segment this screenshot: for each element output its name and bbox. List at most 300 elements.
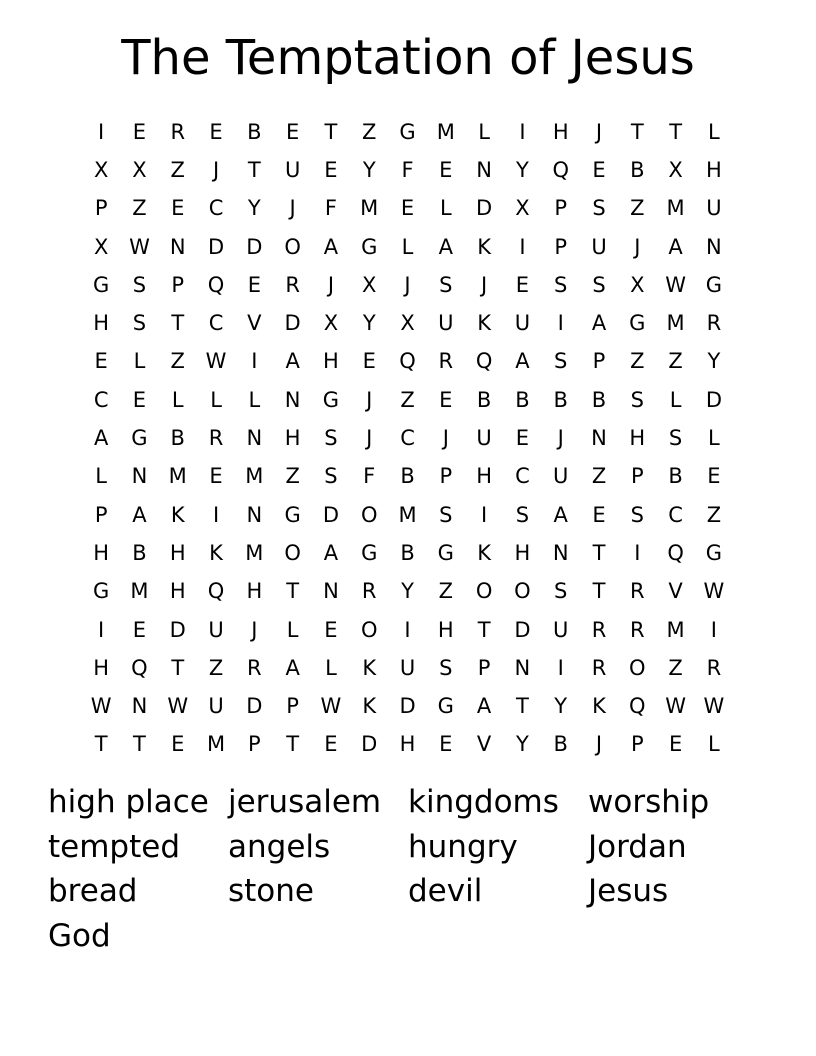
grid-letter: A bbox=[93, 426, 109, 451]
grid-letter: E bbox=[209, 464, 223, 489]
grid-letter: M bbox=[168, 464, 187, 489]
grid-letter: H bbox=[437, 617, 454, 642]
grid-letter: I bbox=[557, 311, 564, 336]
grid-letter: H bbox=[93, 655, 110, 680]
grid-letter: P bbox=[94, 502, 108, 527]
grid-letter: T bbox=[171, 655, 185, 680]
grid-letter: R bbox=[591, 617, 607, 642]
word-list-item: kingdoms bbox=[408, 784, 559, 820]
grid-letter: Z bbox=[591, 464, 607, 489]
grid-letter: U bbox=[208, 617, 224, 642]
grid-letter: P bbox=[94, 196, 108, 221]
grid-letter: J bbox=[366, 426, 373, 451]
grid-letter: A bbox=[591, 311, 607, 336]
grid-letter: V bbox=[668, 579, 683, 604]
grid-letter: S bbox=[439, 655, 453, 680]
grid-letter: D bbox=[284, 311, 301, 336]
grid-letter: T bbox=[516, 694, 529, 719]
grid-letter: Q bbox=[207, 579, 225, 604]
word-list-item: hungry bbox=[408, 828, 518, 865]
grid-letter: L bbox=[708, 732, 720, 757]
grid-letter: S bbox=[554, 272, 568, 297]
grid-letter: Z bbox=[208, 655, 224, 680]
grid-letter: T bbox=[669, 119, 683, 144]
grid-letter: B bbox=[132, 540, 147, 565]
grid-letter: N bbox=[591, 426, 607, 451]
grid-letter: E bbox=[515, 272, 530, 297]
grid-letter: C bbox=[93, 387, 109, 412]
grid-letter: U bbox=[438, 311, 454, 336]
puzzle-title: The Temptation of Jesus bbox=[121, 30, 695, 86]
grid-letter: E bbox=[132, 387, 147, 412]
grid-letter: E bbox=[171, 196, 185, 221]
grid-letter: H bbox=[323, 349, 339, 374]
grid-letter: K bbox=[170, 502, 185, 527]
grid-letter: A bbox=[553, 502, 568, 527]
grid-letter: J bbox=[212, 157, 220, 182]
grid-letter: H bbox=[246, 579, 263, 604]
grid-letter: H bbox=[514, 540, 531, 565]
grid-letter: E bbox=[94, 349, 108, 374]
grid-letter: U bbox=[284, 157, 301, 182]
grid-letter: N bbox=[284, 387, 301, 412]
grid-letter: G bbox=[284, 502, 301, 527]
grid-letter: V bbox=[476, 732, 492, 757]
grid-letter: L bbox=[248, 387, 261, 412]
grid-letter: O bbox=[475, 579, 493, 604]
grid-letter: E bbox=[439, 732, 453, 757]
grid-letter: G bbox=[437, 540, 454, 565]
grid-letter: E bbox=[171, 732, 185, 757]
grid-letter: Y bbox=[362, 311, 376, 336]
grid-letter: M bbox=[666, 311, 685, 336]
grid-letter: B bbox=[553, 732, 568, 757]
grid-letter: P bbox=[477, 655, 491, 680]
grid-letter: R bbox=[361, 579, 377, 604]
grid-letter: U bbox=[476, 426, 492, 451]
grid-letter: H bbox=[93, 540, 110, 565]
grid-letter: E bbox=[668, 732, 683, 757]
grid-letter: E bbox=[247, 272, 261, 297]
grid-letter: P bbox=[554, 234, 568, 259]
grid-letter: Z bbox=[285, 464, 300, 489]
grid-letter: S bbox=[630, 387, 644, 412]
grid-letter: T bbox=[286, 579, 300, 604]
grid-letter: U bbox=[553, 617, 569, 642]
grid-letter: S bbox=[324, 464, 338, 489]
grid-letter: B bbox=[591, 387, 607, 412]
grid-letter: Y bbox=[247, 196, 261, 221]
grid-letter: O bbox=[514, 579, 531, 604]
grid-letter: Z bbox=[630, 349, 645, 374]
grid-letter: L bbox=[95, 464, 107, 489]
grid-letter: I bbox=[251, 349, 258, 374]
grid-letter: W bbox=[205, 349, 227, 374]
grid-letter: L bbox=[286, 617, 299, 642]
grid-letter: D bbox=[246, 694, 263, 719]
grid-letter: R bbox=[630, 617, 645, 642]
grid-letter: Z bbox=[668, 349, 683, 374]
grid-letter: E bbox=[592, 157, 606, 182]
grid-letter: S bbox=[592, 196, 606, 221]
grid-letter: B bbox=[630, 157, 645, 182]
grid-letter: J bbox=[595, 732, 603, 757]
grid-letter: J bbox=[442, 426, 449, 451]
grid-letter: K bbox=[362, 655, 377, 680]
grid-letter: O bbox=[284, 234, 301, 259]
word-list-item: stone bbox=[228, 873, 314, 909]
grid-letter: U bbox=[706, 196, 722, 221]
grid-letter: T bbox=[592, 579, 606, 604]
grid-letter: Q bbox=[475, 349, 493, 374]
grid-letter: E bbox=[362, 349, 376, 374]
grid-letter: E bbox=[324, 617, 338, 642]
grid-letter: J bbox=[289, 196, 296, 221]
grid-letter: U bbox=[399, 655, 416, 680]
grid-letter: C bbox=[208, 311, 224, 336]
grid-letter: L bbox=[669, 387, 682, 412]
grid-letter: A bbox=[323, 234, 339, 259]
grid-letter: Q bbox=[667, 540, 684, 565]
grid-letter: S bbox=[439, 502, 453, 527]
grid-letter: C bbox=[515, 464, 530, 489]
grid-letter: M bbox=[666, 617, 685, 642]
grid-letter: M bbox=[398, 502, 417, 527]
grid-letter: U bbox=[591, 234, 607, 259]
grid-letter: R bbox=[170, 119, 186, 144]
grid-letter: I bbox=[519, 119, 526, 144]
grid-letter: I bbox=[98, 617, 105, 642]
grid-letter: Q bbox=[629, 694, 646, 719]
grid-letter: R bbox=[438, 349, 454, 374]
grid-letter: L bbox=[325, 655, 337, 680]
grid-letter: T bbox=[592, 540, 606, 565]
grid-letter: J bbox=[404, 272, 411, 297]
grid-letter: B bbox=[400, 464, 415, 489]
grid-letter: T bbox=[286, 732, 300, 757]
grid-letter: D bbox=[476, 196, 493, 221]
grid-letter: I bbox=[212, 502, 220, 527]
grid-letter: R bbox=[706, 311, 722, 336]
grid-letter: H bbox=[476, 464, 493, 489]
grid-letter: B bbox=[553, 387, 568, 412]
grid-letter: T bbox=[133, 732, 146, 757]
grid-letter: P bbox=[171, 272, 185, 297]
word-list bbox=[48, 780, 768, 958]
grid-letter: R bbox=[247, 655, 262, 680]
grid-letter: X bbox=[323, 311, 339, 336]
grid-letter: Q bbox=[552, 157, 569, 182]
grid-letter: D bbox=[169, 617, 186, 642]
grid-letter: N bbox=[246, 502, 263, 527]
grid-letter: S bbox=[592, 272, 606, 297]
grid-letter: D bbox=[322, 502, 340, 527]
grid-letter: E bbox=[515, 426, 530, 451]
grid-letter: K bbox=[209, 540, 223, 565]
grid-letter: E bbox=[592, 502, 606, 527]
grid-letter: Z bbox=[170, 349, 185, 374]
grid-letter: E bbox=[285, 119, 300, 144]
grid-letter: Q bbox=[399, 349, 416, 374]
grid-letter: L bbox=[708, 119, 720, 144]
grid-letter: N bbox=[706, 234, 722, 259]
grid-letter: Y bbox=[707, 349, 721, 374]
grid-letter: U bbox=[208, 694, 224, 719]
grid-letter: A bbox=[668, 234, 683, 259]
grid-letter: B bbox=[515, 387, 530, 412]
grid-letter: A bbox=[285, 655, 300, 680]
grid-letter: W bbox=[90, 694, 112, 719]
grid-letter: X bbox=[93, 234, 109, 259]
grid-letter: W bbox=[703, 694, 725, 719]
grid-letter: E bbox=[132, 617, 147, 642]
grid-letter: T bbox=[477, 617, 491, 642]
grid-letter: N bbox=[131, 464, 148, 489]
grid-letter: E bbox=[707, 464, 721, 489]
grid-letter: O bbox=[360, 502, 378, 527]
grid-letter: Y bbox=[516, 157, 529, 182]
grid-letter: Q bbox=[207, 272, 225, 297]
grid-letter: D bbox=[705, 387, 722, 412]
word-list-item: high place bbox=[48, 784, 209, 820]
grid-letter: E bbox=[439, 157, 453, 182]
grid-letter: S bbox=[668, 426, 683, 451]
grid-letter: W bbox=[129, 234, 150, 259]
grid-letter: H bbox=[284, 426, 301, 451]
grid-letter: N bbox=[323, 579, 339, 604]
grid-letter: M bbox=[206, 732, 226, 757]
grid-letter: M bbox=[245, 464, 264, 489]
grid-letter: F bbox=[363, 464, 376, 489]
grid-letter: D bbox=[246, 234, 263, 259]
grid-letter: B bbox=[668, 464, 683, 489]
word-list-item: devil bbox=[408, 873, 483, 909]
grid-letter: B bbox=[400, 540, 415, 565]
grid-letter: Z bbox=[132, 196, 147, 221]
grid-letter: G bbox=[705, 272, 723, 297]
grid-letter: L bbox=[171, 387, 184, 412]
grid-letter: J bbox=[251, 617, 258, 642]
grid-letter: U bbox=[514, 311, 531, 336]
grid-letter: I bbox=[557, 655, 564, 680]
grid-letter: I bbox=[481, 502, 488, 527]
grid-letter: C bbox=[400, 426, 415, 451]
grid-letter: J bbox=[327, 272, 335, 297]
grid-letter: R bbox=[285, 272, 300, 297]
grid-letter: G bbox=[361, 234, 378, 259]
grid-letter: X bbox=[400, 311, 415, 336]
grid-letter: Z bbox=[362, 119, 377, 144]
grid-letter: B bbox=[476, 387, 492, 412]
grid-letter: X bbox=[630, 272, 645, 297]
grid-letter: B bbox=[170, 426, 185, 451]
grid-letter: T bbox=[630, 119, 644, 144]
grid-letter: X bbox=[362, 272, 377, 297]
grid-letter: M bbox=[436, 119, 455, 144]
grid-letter: J bbox=[595, 119, 603, 144]
grid-letter: A bbox=[132, 502, 147, 527]
grid-letter: V bbox=[247, 311, 262, 336]
grid-letter: T bbox=[171, 311, 185, 336]
grid-letter: G bbox=[322, 387, 340, 412]
grid-letter: L bbox=[210, 387, 222, 412]
word-list-item: Jesus bbox=[588, 873, 669, 909]
grid-letter: I bbox=[634, 540, 641, 565]
letter-grid bbox=[82, 113, 733, 764]
grid-letter: N bbox=[514, 655, 531, 680]
grid-letter: U bbox=[553, 464, 569, 489]
grid-letter: Y bbox=[362, 157, 376, 182]
grid-letter: R bbox=[208, 426, 224, 451]
grid-letter: W bbox=[665, 272, 686, 297]
grid-letter: E bbox=[209, 119, 223, 144]
grid-letter: A bbox=[515, 349, 530, 374]
grid-letter: W bbox=[320, 694, 342, 719]
grid-letter: S bbox=[324, 426, 338, 451]
grid-letter: G bbox=[437, 694, 454, 719]
grid-letter: T bbox=[247, 157, 261, 182]
grid-letter: A bbox=[285, 349, 300, 374]
grid-letter: P bbox=[248, 732, 261, 757]
grid-letter: Y bbox=[516, 732, 529, 757]
grid-letter: S bbox=[630, 502, 644, 527]
word-list-item: bread bbox=[48, 873, 138, 909]
grid-letter: H bbox=[93, 311, 110, 336]
grid-letter: S bbox=[132, 272, 147, 297]
grid-letter: Q bbox=[131, 655, 148, 680]
grid-letter: X bbox=[668, 157, 683, 182]
grid-letter: J bbox=[557, 426, 564, 451]
grid-letter: J bbox=[366, 387, 373, 412]
grid-letter: S bbox=[132, 311, 147, 336]
grid-letter: A bbox=[476, 694, 492, 719]
grid-letter: S bbox=[439, 272, 453, 297]
grid-letter: A bbox=[323, 540, 339, 565]
grid-letter: I bbox=[519, 234, 526, 259]
grid-letter: N bbox=[552, 540, 569, 565]
grid-letter: G bbox=[93, 272, 110, 297]
word-list-item: jerusalem bbox=[228, 784, 382, 820]
grid-letter: H bbox=[552, 119, 569, 144]
grid-letter: T bbox=[94, 732, 108, 757]
grid-letter: W bbox=[167, 694, 189, 719]
grid-letter: E bbox=[132, 119, 147, 144]
grid-letter: Z bbox=[438, 579, 454, 604]
grid-letter: S bbox=[554, 579, 568, 604]
grid-letter: N bbox=[131, 694, 148, 719]
grid-letter: S bbox=[554, 349, 568, 374]
grid-letter: E bbox=[324, 157, 338, 182]
grid-letter: N bbox=[246, 426, 263, 451]
grid-letter: L bbox=[708, 426, 720, 451]
grid-letter: D bbox=[399, 694, 416, 719]
grid-letter: H bbox=[169, 540, 186, 565]
grid-letter: P bbox=[554, 196, 568, 221]
grid-letter: R bbox=[630, 579, 645, 604]
grid-letter: G bbox=[93, 579, 110, 604]
grid-letter: A bbox=[438, 234, 453, 259]
grid-letter: O bbox=[284, 540, 301, 565]
grid-letter: N bbox=[169, 234, 186, 259]
grid-letter: J bbox=[481, 272, 488, 297]
grid-letter: X bbox=[93, 157, 109, 182]
grid-letter: X bbox=[132, 157, 147, 182]
grid-letter: B bbox=[247, 119, 262, 144]
grid-letter: F bbox=[401, 157, 414, 182]
grid-letter: K bbox=[592, 694, 606, 719]
grid-letter: S bbox=[515, 502, 530, 527]
grid-letter: E bbox=[324, 732, 338, 757]
grid-letter: H bbox=[399, 732, 416, 757]
grid-letter: D bbox=[361, 732, 378, 757]
grid-letter: M bbox=[360, 196, 379, 221]
grid-letter: P bbox=[592, 349, 606, 374]
grid-letter: R bbox=[706, 655, 722, 680]
grid-letter: Z bbox=[400, 387, 415, 412]
grid-letter: G bbox=[361, 540, 378, 565]
grid-letter: P bbox=[630, 732, 644, 757]
grid-letter: P bbox=[286, 694, 299, 719]
word-list-item: Jordan bbox=[588, 828, 687, 865]
grid-letter: L bbox=[401, 234, 414, 259]
grid-letter: W bbox=[703, 579, 725, 604]
grid-letter: H bbox=[169, 579, 186, 604]
grid-letter: E bbox=[400, 196, 415, 221]
grid-letter: Z bbox=[706, 502, 722, 527]
grid-letter: G bbox=[399, 119, 416, 144]
grid-letter: M bbox=[130, 579, 149, 604]
grid-letter: Z bbox=[668, 655, 683, 680]
grid-letter: P bbox=[439, 464, 453, 489]
grid-letter: I bbox=[710, 617, 717, 642]
grid-letter: D bbox=[514, 617, 531, 642]
grid-letter: L bbox=[133, 349, 146, 374]
grid-letter: K bbox=[477, 311, 491, 336]
grid-letter: J bbox=[634, 234, 641, 259]
grid-letter: P bbox=[630, 464, 644, 489]
grid-letter: T bbox=[324, 119, 338, 144]
grid-letter: R bbox=[591, 655, 607, 680]
grid-letter: H bbox=[706, 157, 722, 182]
grid-letter: I bbox=[404, 617, 411, 642]
word-list-item: God bbox=[48, 917, 111, 954]
grid-letter: Z bbox=[630, 196, 645, 221]
grid-letter: C bbox=[208, 196, 224, 221]
grid-letter: N bbox=[476, 157, 492, 182]
grid-letter: K bbox=[477, 540, 491, 565]
grid-letter: G bbox=[131, 426, 148, 451]
grid-letter: M bbox=[245, 540, 264, 565]
grid-letter: Y bbox=[554, 694, 568, 719]
grid-letter: M bbox=[666, 196, 685, 221]
grid-letter: L bbox=[439, 196, 452, 221]
grid-letter: I bbox=[98, 119, 105, 144]
grid-letter: Y bbox=[401, 579, 414, 604]
word-list-item: tempted bbox=[48, 828, 181, 865]
grid-letter: Z bbox=[170, 157, 185, 182]
grid-letter: G bbox=[705, 540, 723, 565]
grid-letter: D bbox=[207, 234, 225, 259]
grid-letter: O bbox=[629, 655, 646, 680]
grid-letter: K bbox=[477, 234, 491, 259]
grid-letter: W bbox=[665, 694, 686, 719]
grid-letter: L bbox=[478, 119, 490, 144]
grid-letter: C bbox=[668, 502, 683, 527]
grid-letter: F bbox=[324, 196, 337, 221]
grid-letter: G bbox=[629, 311, 646, 336]
grid-letter: O bbox=[360, 617, 378, 642]
grid-letter: X bbox=[515, 196, 530, 221]
